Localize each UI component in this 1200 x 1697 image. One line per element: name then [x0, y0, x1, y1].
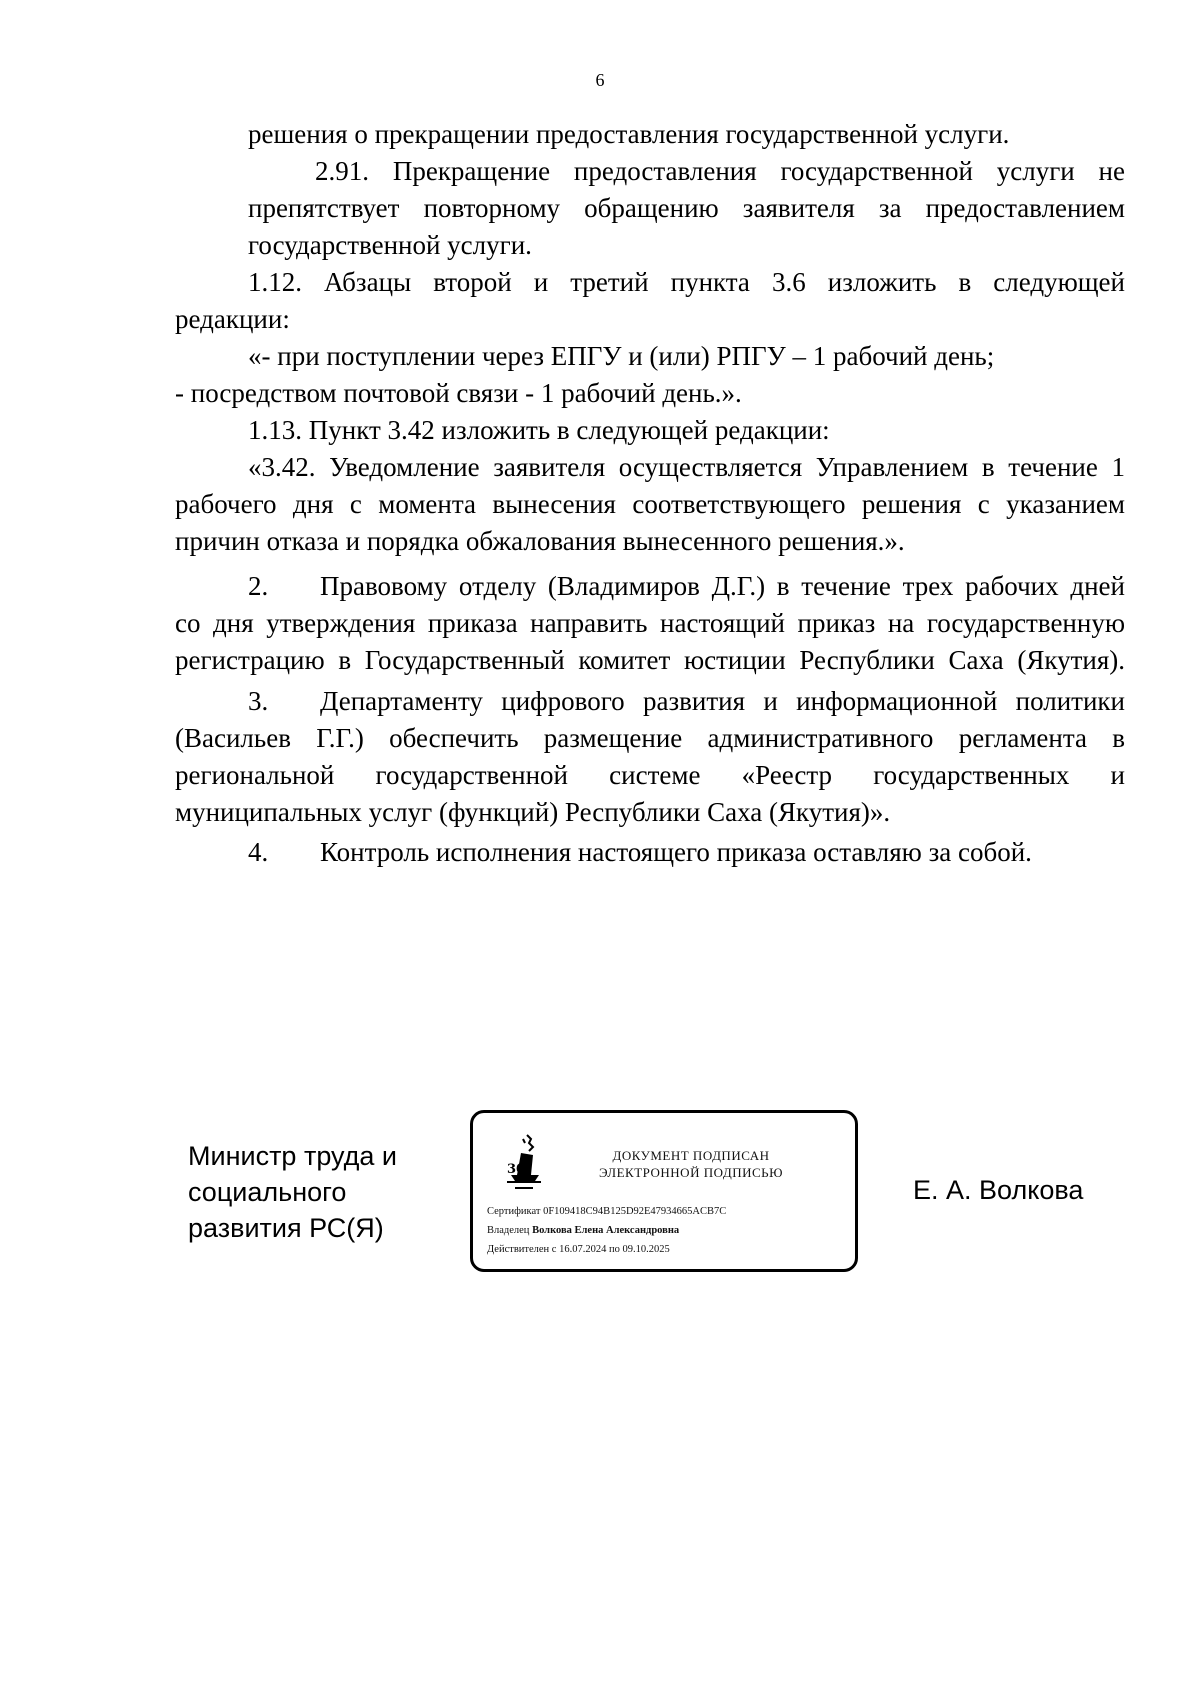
stamp-label: с — [551, 1244, 557, 1255]
text-line: муниципальных услуг (функций) Республики Саха (Якутия)». — [175, 797, 891, 827]
stamp-title-line: ДОКУМЕНТ ПОДПИСАН — [612, 1148, 770, 1163]
text-line: - посредством почтовой связи - 1 рабочий день.». — [175, 378, 742, 408]
text-line: региональной государственной системе «Реестр государственных и — [175, 760, 1125, 790]
page-number: 6 — [595, 70, 605, 90]
text-line: 1.13. Пункт 3.42 изложить в следующей редакции: — [248, 415, 830, 445]
text-line: 1.12. Абзацы второй и третий пункта 3.6 изложить в следующей — [248, 267, 1125, 297]
text-line: Правовому отделу (Владимиров Д.Г.) в течение трех рабочих дней — [320, 571, 1125, 601]
signer-position-line: развития РС(Я) — [188, 1213, 384, 1243]
text-line: рабочего дня с момента вынесения соответствующего решения с указанием — [175, 489, 1125, 519]
stamp-value: 16.07.2024 — [559, 1244, 607, 1255]
text-line: «- при поступлении через ЕПГУ и (или) РПГУ – 1 рабочий день; — [248, 341, 995, 371]
stamp-title — [561, 1147, 821, 1181]
stamp-validity — [487, 1243, 670, 1257]
stamp-label: по — [608, 1244, 620, 1255]
text-line: регистрацию в Государственный комитет юстиции Республики Саха (Якутия). — [175, 645, 1125, 675]
stamp-value: 0F109418C94B125D92E47934665ACB7C — [543, 1206, 727, 1217]
stamp-label: Действителен — [487, 1244, 550, 1255]
stamp-value: 09.10.2025 — [622, 1244, 670, 1255]
stamp-owner — [487, 1224, 679, 1238]
text-line: 2.91. Прекращение предоставления государственной услуги не — [315, 156, 1125, 186]
paragraph-number: 3. — [248, 686, 269, 716]
stamp-label: Сертификат — [487, 1206, 541, 1217]
paragraph-number: 2. — [248, 571, 269, 601]
text-line: препятствует повторному обращению заявителя за предоставлением — [248, 193, 1125, 223]
stamp-value: Волкова Елена Александровна — [532, 1225, 680, 1236]
text-line: Контроль исполнения настоящего приказа оставляю за собой. — [320, 837, 1032, 867]
stamp-certificate — [487, 1205, 726, 1219]
stamp-label: Владелец — [487, 1225, 530, 1236]
text-line: со дня утверждения приказа направить настоящий приказ на государственную — [175, 608, 1125, 638]
signer-position-line: социального — [188, 1177, 347, 1207]
paragraph-number: 4. — [248, 837, 269, 867]
svg-text:30: 30 — [507, 1162, 526, 1177]
electronic-signature-stamp — [470, 1110, 858, 1272]
text-line: редакции: — [175, 304, 290, 334]
signer-position-line: Министр труда и — [188, 1141, 397, 1171]
signer-position — [188, 1138, 397, 1246]
signer-name: Е. А. Волкова — [913, 1175, 1084, 1205]
text-line: причин отказа и порядка обжалования вынесенного решения.». — [175, 526, 905, 556]
text-line: государственной услуги. — [248, 230, 532, 260]
text-line: решения о прекращении предоставления государственной услуги. — [248, 119, 1010, 149]
coat-of-arms-emblem-icon — [503, 1133, 545, 1201]
stamp-title-line: ЭЛЕКТРОННОЙ ПОДПИСЬЮ — [599, 1165, 783, 1180]
text-line: Департаменту цифрового развития и информационной политики — [320, 686, 1125, 716]
text-line: (Васильев Г.Г.) обеспечить размещение административного регламента в — [175, 723, 1125, 753]
text-line: «3.42. Уведомление заявителя осуществляется Управлением в течение 1 — [248, 452, 1125, 482]
